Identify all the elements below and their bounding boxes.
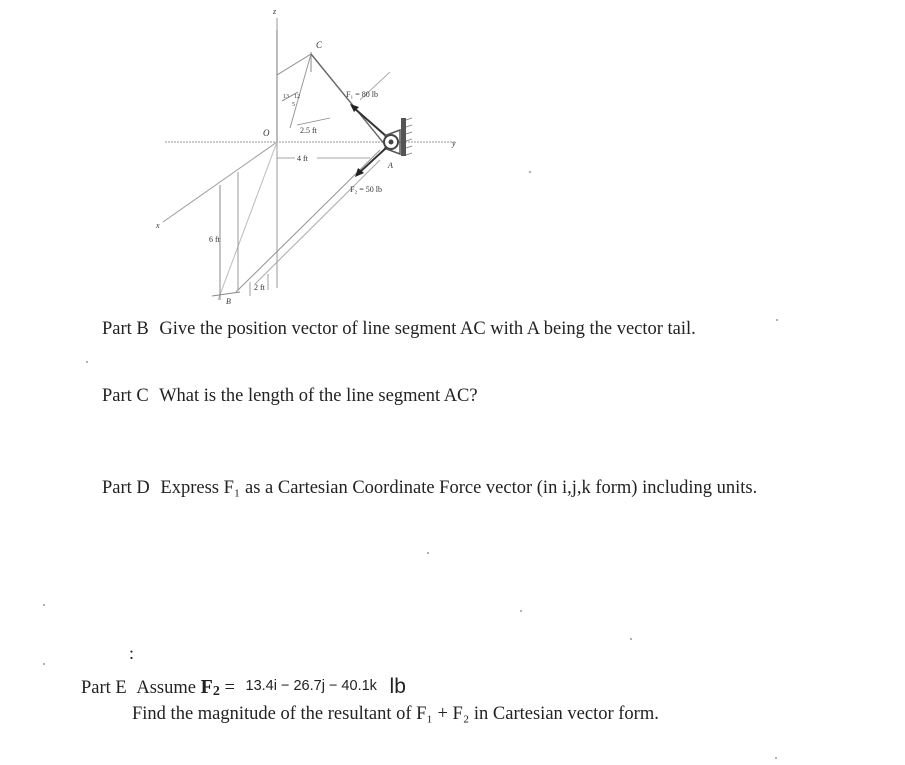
slope-5: 5 bbox=[292, 102, 295, 108]
dim-2-5-ft: 2.5 ft bbox=[300, 126, 317, 135]
dim-2-5-line bbox=[297, 118, 330, 125]
speck bbox=[630, 638, 632, 640]
part-e-assume: Assume bbox=[136, 678, 196, 698]
dim-4-ft: 4 ft bbox=[297, 154, 308, 163]
part-d-text: Express F₁ as a Cartesian Coordinate Force vector (in i,j,k form) including units. bbox=[160, 478, 758, 498]
f1-label: F₁ = 80 lb bbox=[346, 90, 378, 99]
wall-bracket bbox=[401, 118, 406, 156]
part-b-label: Part B bbox=[102, 319, 149, 339]
line-a-to-b-2 bbox=[255, 160, 380, 284]
part-b-text: Give the position vector of line segment AC with A being the vector tail. bbox=[159, 319, 696, 339]
f2-line bbox=[360, 148, 386, 172]
point-a-label: A bbox=[388, 161, 393, 170]
part-e-label: Part E bbox=[81, 678, 127, 698]
speck bbox=[427, 552, 429, 554]
dim-2-ft: 2 ft bbox=[254, 283, 265, 292]
part-c-text: What is the length of the line segment AC? bbox=[159, 386, 478, 406]
f2-symbol bbox=[201, 676, 220, 698]
f2-label: F₂ = 50 lb bbox=[350, 185, 382, 194]
z-axis-label: z bbox=[273, 7, 277, 16]
speck bbox=[43, 663, 45, 665]
force-diagram bbox=[0, 0, 905, 310]
x-axis-label: x bbox=[156, 221, 160, 230]
part-b-question bbox=[102, 319, 696, 340]
point-b-label: B bbox=[226, 297, 231, 306]
colon-mark: : bbox=[129, 643, 135, 663]
y-axis-label: y bbox=[452, 139, 456, 148]
speck bbox=[43, 604, 45, 606]
part-d-question bbox=[102, 478, 757, 499]
part-e-text: Find the magnitude of the resultant of F₁ + F₂ in Cartesian vector form. bbox=[132, 704, 659, 724]
f1-line bbox=[354, 108, 386, 136]
slope-12: 12 bbox=[294, 94, 300, 100]
speck bbox=[776, 319, 778, 321]
speck bbox=[520, 610, 522, 612]
f2-unit: lb bbox=[389, 675, 406, 698]
b-base-line bbox=[212, 292, 240, 296]
f2-letter: F bbox=[200, 676, 213, 698]
part-e-equals: = bbox=[224, 678, 235, 698]
f2-subscript: 2 bbox=[212, 684, 220, 699]
part-d-label: Part D bbox=[102, 478, 150, 498]
dim-6-ft: 6 ft bbox=[209, 235, 220, 244]
point-c-label: C bbox=[316, 40, 323, 50]
f2-expression: 13.4i − 26.7j − 40.1k bbox=[245, 678, 377, 694]
origin-label: O bbox=[263, 128, 270, 138]
slope-13: 13 bbox=[283, 94, 289, 100]
part-e-question bbox=[81, 675, 406, 700]
speck bbox=[775, 757, 777, 759]
speck bbox=[529, 171, 531, 173]
part-c-question bbox=[102, 386, 478, 407]
line-c-to-a bbox=[311, 54, 386, 146]
part-c-label: Part C bbox=[102, 386, 149, 406]
speck bbox=[86, 361, 88, 363]
